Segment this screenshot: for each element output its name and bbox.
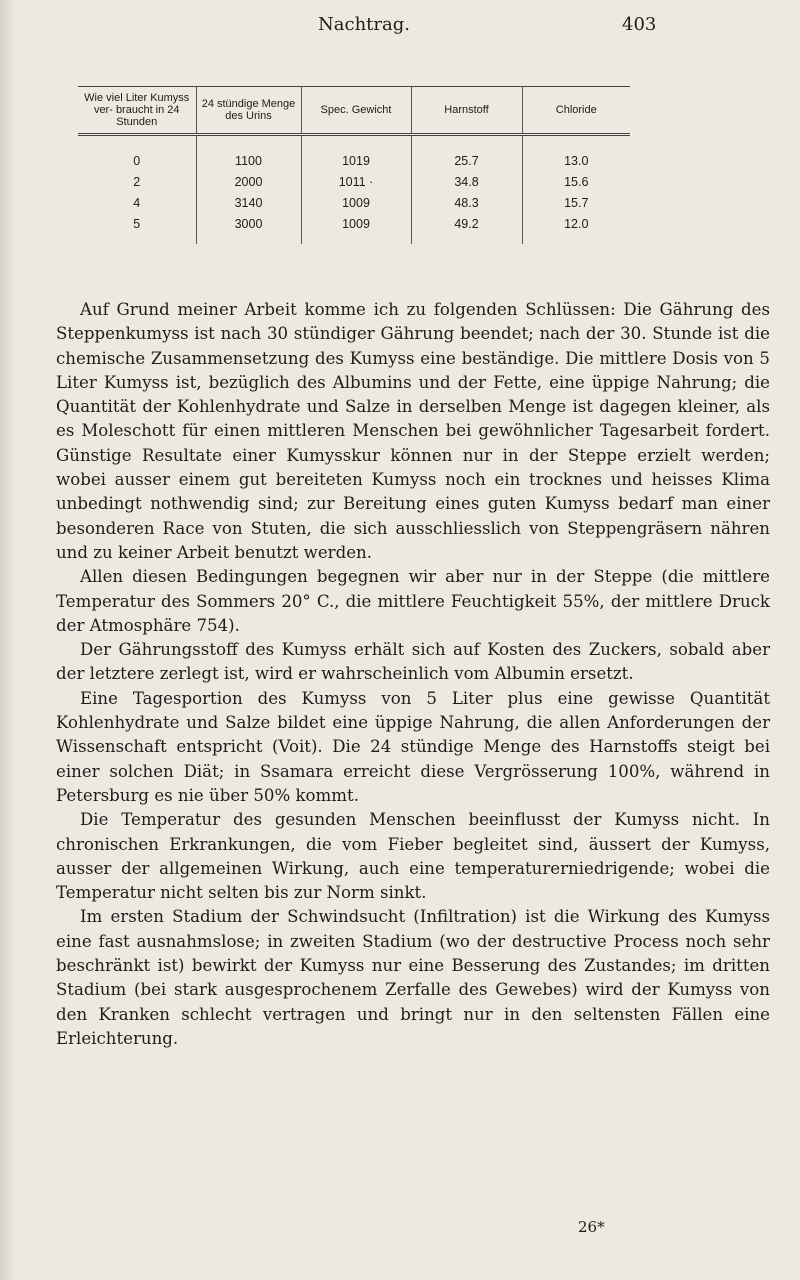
table-cell: 15.7: [522, 192, 630, 213]
table-cell: 1009: [301, 192, 411, 213]
table-header-row: [78, 87, 630, 135]
table-row: [78, 192, 630, 213]
table-cell: 1019: [301, 135, 411, 172]
table-cell: 1009: [301, 213, 411, 244]
header-specific-gravity: Spec. Gewicht: [301, 87, 411, 135]
table-cell: 49.2: [411, 213, 522, 244]
paragraph-consumption-stages: Im ersten Stadium der Schwindsucht (Infiltration) ist die Wirkung des Kumyss eine fast ausnahmslose; in zweiten Stadium (wo der destructive Process noch sehr beschränkt ist) bewirkt der Kumyss nur eine Besserung des Zustandes; im dritten Stadium (bei stark ausgesprochenem Zerfalle des Gewebes) wird der Kumyss von den Kranken schlecht vertragen und bringt nur in den seltensten Fällen eine Erleichterung.: [56, 907, 770, 1048]
paragraph-conclusions: Auf Grund meiner Arbeit komme ich zu folgenden Schlüssen: Die Gährung des Steppenkumyss ist nach 30 stündiger Gährung beendet; nach der 30. Stunde ist die chemische Zusammensetzung des Kumyss eine beständige. Die mittlere Dosis von 5 Liter Kumyss ist, bezüglich des Albumins und der Fette, eine üppige Nahrung; die Quantität der Kohlenhydrate und Salze in derselben Menge ist dagegen kleiner, als es Moleschott für einen mittleren Menschen bei gewöhnlicher Tagesarbeit fordert. Günstige Resultate einer Kumysskur können nur in der Steppe erzielt werden; wobei ausser einem gut bereiteten Kumyss noch ein trocknes und heisses Klima unbedingt nothwendig sind; zur Bereitung eines guten Kumyss bedarf man einer besonderen Race von Stuten, die sich ausschliesslich von Steppengräsern nähren und zu keiner Arbeit benutzt werden.: [56, 300, 770, 562]
table-cell: 2: [133, 174, 141, 189]
page-header: [0, 10, 800, 50]
paragraph-steppe-conditions: Allen diesen Bedingungen begegnen wir aber nur in der Steppe (die mittlere Temperatur des Sommers 20° C., die mittlere Feuchtigkeit 55%, der mittlere Druck der Atmosphäre 754).: [56, 567, 770, 635]
page-number: 403: [622, 14, 657, 35]
header-chlorides: Chloride: [522, 87, 630, 135]
table-cell: 2000: [196, 171, 301, 192]
table-cell: 0: [133, 153, 141, 168]
book-spine-shadow: [0, 0, 16, 1280]
header-urine-amount: 24 stündige Menge des Urins: [196, 87, 301, 135]
body-text: [56, 298, 770, 1051]
paragraph-temperature: Die Temperatur des gesunden Menschen beeinflusst der Kumyss nicht. In chronischen Erkrankungen, die vom Fieber begleitet sind, äussert der Kumyss, ausser der allgemeinen Wirkung, auch eine temperaturerniedrigende; wobei die Temperatur nicht selten bis zur Norm sinkt.: [56, 810, 770, 903]
table-cell: 1011 ·: [301, 171, 411, 192]
table-cell: 5: [133, 216, 141, 231]
table-cell: 25.7: [411, 135, 522, 172]
header-urea: Harnstoff: [411, 87, 522, 135]
table-row: [78, 135, 630, 172]
table-cell: 3000: [196, 213, 301, 244]
table-cell: 1100: [196, 135, 301, 172]
table-cell: 12.0: [522, 213, 630, 244]
table-cell: 3140: [196, 192, 301, 213]
table-cell: 4: [133, 195, 141, 210]
table-row: [78, 213, 630, 244]
paragraph-ferment: Der Gährungsstoff des Kumyss erhält sich auf Kosten des Zuckers, sobald aber der letztere zerlegt ist, wird er wahrscheinlich vom Albumin ersetzt.: [56, 640, 770, 684]
table-cell: 15.6: [522, 171, 630, 192]
table-cell: 13.0: [522, 135, 630, 172]
table-row: [78, 171, 630, 192]
running-title: Nachtrag.: [318, 14, 410, 35]
kumyss-urine-table: [78, 86, 630, 244]
table-cell: 34.8: [411, 171, 522, 192]
signature-mark: 26*: [578, 1218, 605, 1236]
paragraph-daily-portion: Eine Tagesportion des Kumyss von 5 Liter plus eine gewisse Quantität Kohlenhydrate und Salze bildet eine üppige Nahrung, die allen Anforderungen der Wissenschaft entspricht (Voit). Die 24 stündige Menge des Harnstoffs steigt bei einer solchen Diät; in Ssamara erreicht diese Vergrösserung 100%, während in Petersburg es nie über 50% kommt.: [56, 688, 770, 805]
header-liter-kumyss: Wie viel Liter Kumyss ver- braucht in 24 Stunden: [78, 87, 196, 135]
table-cell: 48.3: [411, 192, 522, 213]
